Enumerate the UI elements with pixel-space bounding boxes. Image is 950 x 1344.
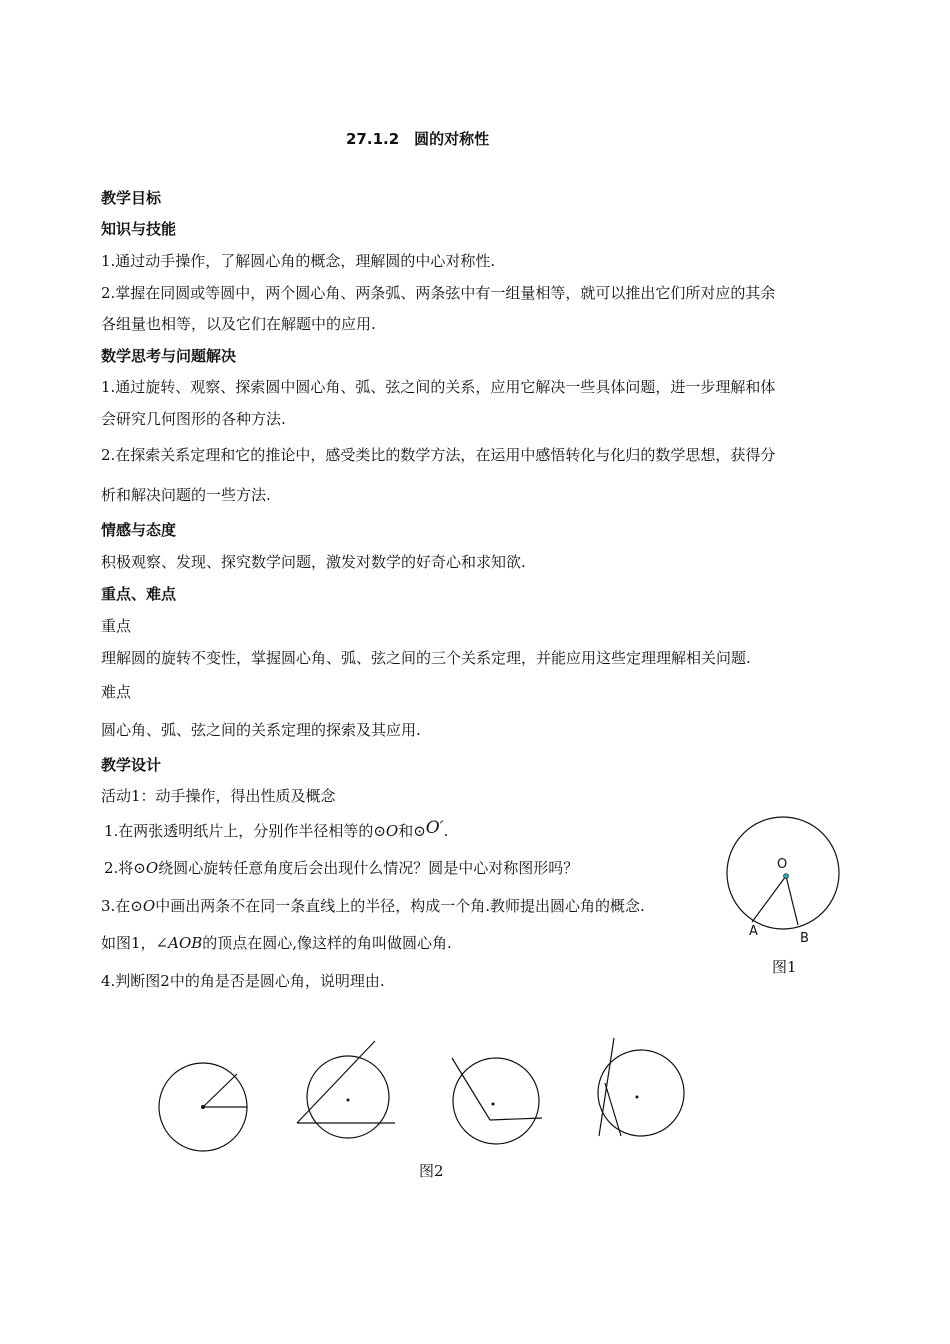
step3-text-a: 3.在⊙ — [101, 897, 143, 915]
fig1-label-o: O — [777, 857, 788, 872]
heading-attitude: 情感与态度 — [101, 521, 177, 539]
fig2-d2-circle — [307, 1056, 389, 1138]
paragraph-mt-1b: 会研究几何图形的各种方法. — [101, 410, 286, 428]
paragraph-key: 理解圆的旋转不变性，掌握圆心角、弧、弦之间的三个关系定理，并能应用这些定理理解相关问题. — [101, 649, 751, 667]
fig2-d1-center — [201, 1105, 205, 1109]
step1-circle-o-prime: O′ — [425, 818, 444, 838]
fig1-radius-oa — [752, 876, 786, 922]
paragraph-ks-1: 1.通过动手操作，了解圆心角的概念，理解圆的中心对称性. — [101, 252, 496, 270]
label-difficult: 难点 — [101, 683, 132, 701]
step1-circle-o: O — [385, 822, 399, 840]
fig1-label-b: B — [800, 931, 809, 946]
label-key: 重点 — [101, 617, 132, 635]
fig2-d4-circle — [598, 1050, 684, 1136]
fig1-center-point — [784, 874, 789, 879]
fig2-d4-center — [636, 1096, 639, 1099]
paragraph-difficult: 圆心角、弧、弦之间的关系定理的探索及其应用. — [101, 721, 421, 739]
heading-key-difficult: 重点、难点 — [101, 585, 177, 603]
paragraph-attitude: 积极观察、发现、探究数学问题，激发对数学的好奇心和求知欲. — [101, 553, 526, 571]
fig2-d3-line-1 — [452, 1058, 490, 1120]
heading-knowledge-skills: 知识与技能 — [101, 220, 177, 238]
heading-teaching-goals: 教学目标 — [101, 189, 162, 207]
paragraph-mt-1a: 1.通过旋转、观察、探索圆中圆心角、弧、弦之间的关系，应用它解决一些具体问题，进一步理解和体 — [101, 378, 776, 396]
step1-text-and: 和⊙ — [398, 822, 426, 840]
def-text-b: 的顶点在圆心,像这样的角叫做圆心角. — [202, 934, 452, 952]
fig2-d4-line-2 — [605, 1083, 621, 1136]
paragraph-ks-2b: 各组量也相等，以及它们在解题中的应用. — [101, 315, 376, 333]
def-angle-aob: AOB — [168, 934, 203, 952]
step2-text-b: 绕圆心旋转任意角度后会出现什么情况？圆是中心对称图形吗？ — [158, 859, 579, 877]
fig2-d2-line-1 — [297, 1041, 375, 1123]
fig2-diagram-3 — [452, 1058, 542, 1144]
paragraph-activity1: 活动1：动手操作，得出性质及概念 — [101, 787, 336, 805]
step3-circle-o: O — [142, 897, 156, 915]
paragraph-ks-2a: 2.掌握在同圆或等圆中，两个圆心角、两条弧、两条弦中有一组量相等，就可以推出它们所对应的其余 — [101, 284, 776, 302]
paragraph-mt-2a: 2.在探索关系定理和它的推论中，感受类比的数学方法，在运用中感悟转化与化归的数学思想，获得分 — [101, 446, 776, 464]
step2-text-a: 2.将⊙ — [104, 859, 146, 877]
fig2-diagram-4 — [598, 1038, 684, 1136]
fig1-radius-ob — [786, 876, 798, 925]
fig2-diagram-2 — [297, 1041, 395, 1138]
step3-text-b: 中画出两条不在同一条直线上的半径，构成一个角.教师提出圆心角的概念. — [155, 897, 645, 915]
step1-text-end: . — [443, 822, 449, 840]
fig2-d2-center — [347, 1099, 350, 1102]
fig2-d1-ray-1 — [203, 1074, 237, 1107]
figure-1-caption: 图1 — [772, 958, 797, 976]
figure-2 — [159, 1038, 684, 1151]
figure-2-caption: 图2 — [419, 1162, 444, 1180]
fig2-d3-center — [492, 1103, 495, 1106]
fig2-d3-circle — [453, 1058, 539, 1144]
paragraph-mt-2b: 析和解决问题的一些方法. — [101, 486, 271, 504]
fig1-circle — [727, 817, 839, 929]
heading-math-thinking: 数学思考与问题解决 — [101, 347, 237, 365]
figure-1 — [727, 817, 839, 946]
fig2-diagram-1 — [159, 1063, 247, 1151]
heading-design: 教学设计 — [101, 756, 162, 774]
page-title: 27.1.2 圆的对称性 — [346, 130, 490, 148]
paragraph-step-4: 4.判断图2中的角是否是圆心角，说明理由. — [101, 972, 385, 990]
step1-text-a: 1.在两张透明纸片上，分别作半径相等的⊙ — [104, 822, 386, 840]
def-text-a: 如图1，∠ — [101, 934, 169, 952]
step2-circle-o: O — [145, 859, 159, 877]
fig1-label-a: A — [749, 924, 758, 939]
